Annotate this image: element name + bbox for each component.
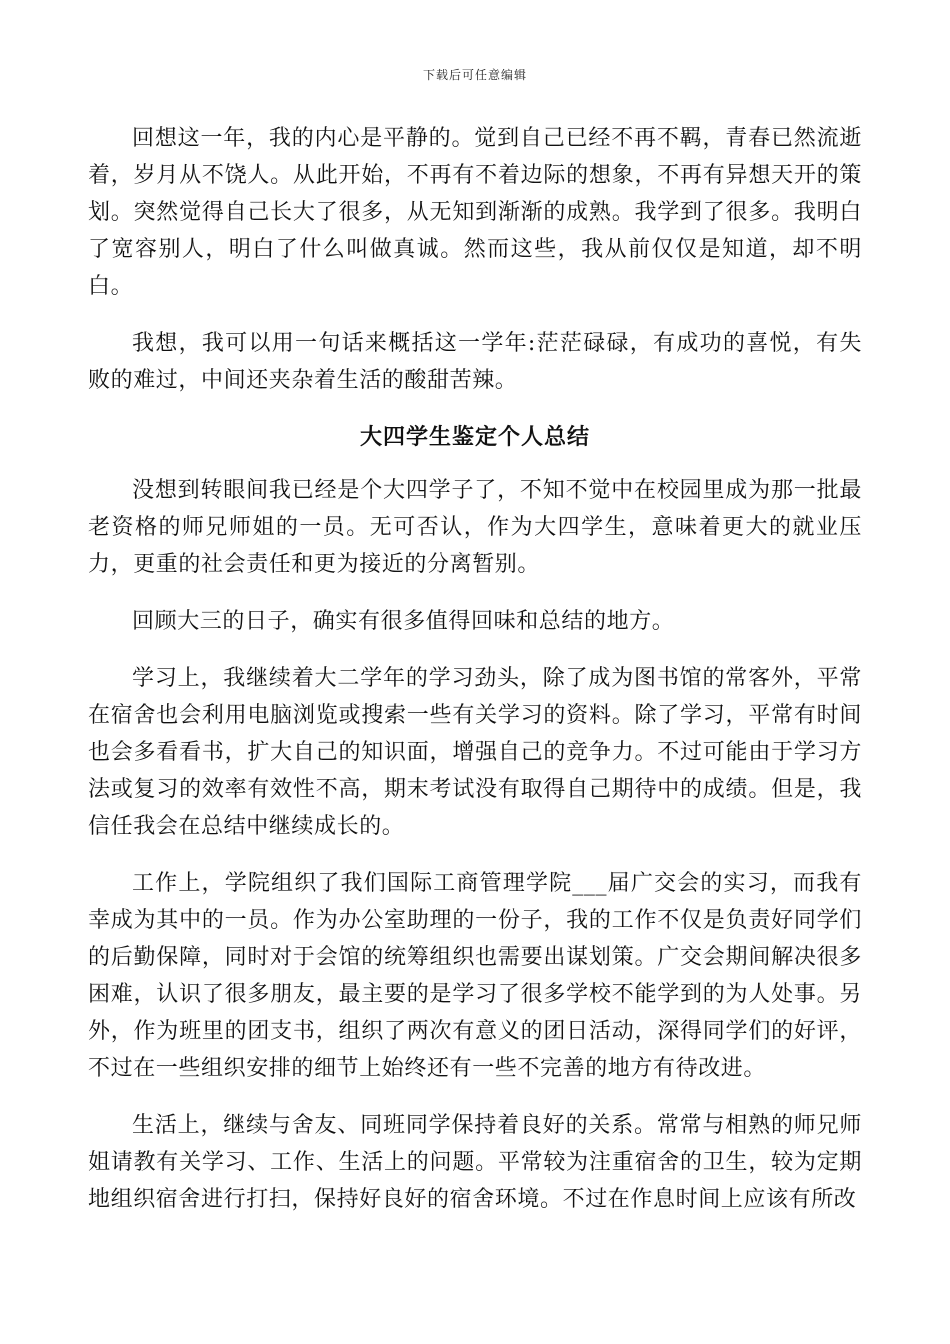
paragraph: 没想到转眼间我已经是个大四学子了，不知不觉中在校园里成为那一批最老资格的师兄师姐的一员。无可否认，作为大四学生，意味着更大的就业压力，更重的社会责任和更为接近的分离暂别。	[88, 478, 862, 577]
paragraph: 回顾大三的日子，确实有很多值得回味和总结的地方。	[132, 609, 675, 634]
section-title: 大四学生鉴定个人总结	[359, 424, 590, 450]
paragraph: 回想这一年，我的内心是平静的。觉到自己已经不再不羁，青春已然流逝着，岁月从不饶人。从此开始，不再有不着边际的想象，不再有异想天开的策划。突然觉得自己长大了很多，从无知到渐渐的成熟。我学到了很多。我明白了宽容别人，明白了什么叫做真诚。然而这些，我从前仅仅是知道，却不明白。	[88, 126, 862, 299]
paragraph: 我想，我可以用一句话来概括这一学年:茫茫碌碌，有成功的喜悦，有失败的难过，中间还夹杂着生活的酸甜苦辣。	[88, 331, 862, 393]
paragraph: 生活上，继续与舍友、同班同学保持着良好的关系。常常与相熟的师兄师姐请教有关学习、工作、生活上的问题。平常较为注重宿舍的卫生，较为定期地组织宿舍进行打扫，保持好良好的宿舍环境。不过在作息时间上应该有所改	[88, 1113, 862, 1212]
paragraph: 工作上，学院组织了我们国际工商管理学院___届广交会的实习，而我有幸成为其中的一员。作为办公室助理的一份子，我的工作不仅是负责好同学们的后勤保障，同时对于会馆的统筹组织也需要出谋划策。广交会期间解决很多困难，认识了很多朋友，最主要的是学习了很多学校不能学到的为人处事。另外，作为班里的团支书，组织了两次有意义的团日活动，深得同学们的好评，不过在一些组织安排的细节上始终还有一些不完善的地方有待改进。	[88, 871, 862, 1081]
paragraph: 学习上，我继续着大二学年的学习劲头，除了成为图书馆的常客外，平常在宿舍也会利用电脑浏览或搜索一些有关学习的资料。除了学习，平常有时间也会多看看书，扩大自己的知识面，增强自己的竞争力。不过可能由于学习方法或复习的效率有效性不高，期末考试没有取得自己期待中的成绩。但是，我信任我会在总结中继续成长的。	[88, 666, 862, 839]
document-body	[88, 120, 862, 1238]
page-header-note: 下载后可任意编辑	[422, 68, 527, 82]
